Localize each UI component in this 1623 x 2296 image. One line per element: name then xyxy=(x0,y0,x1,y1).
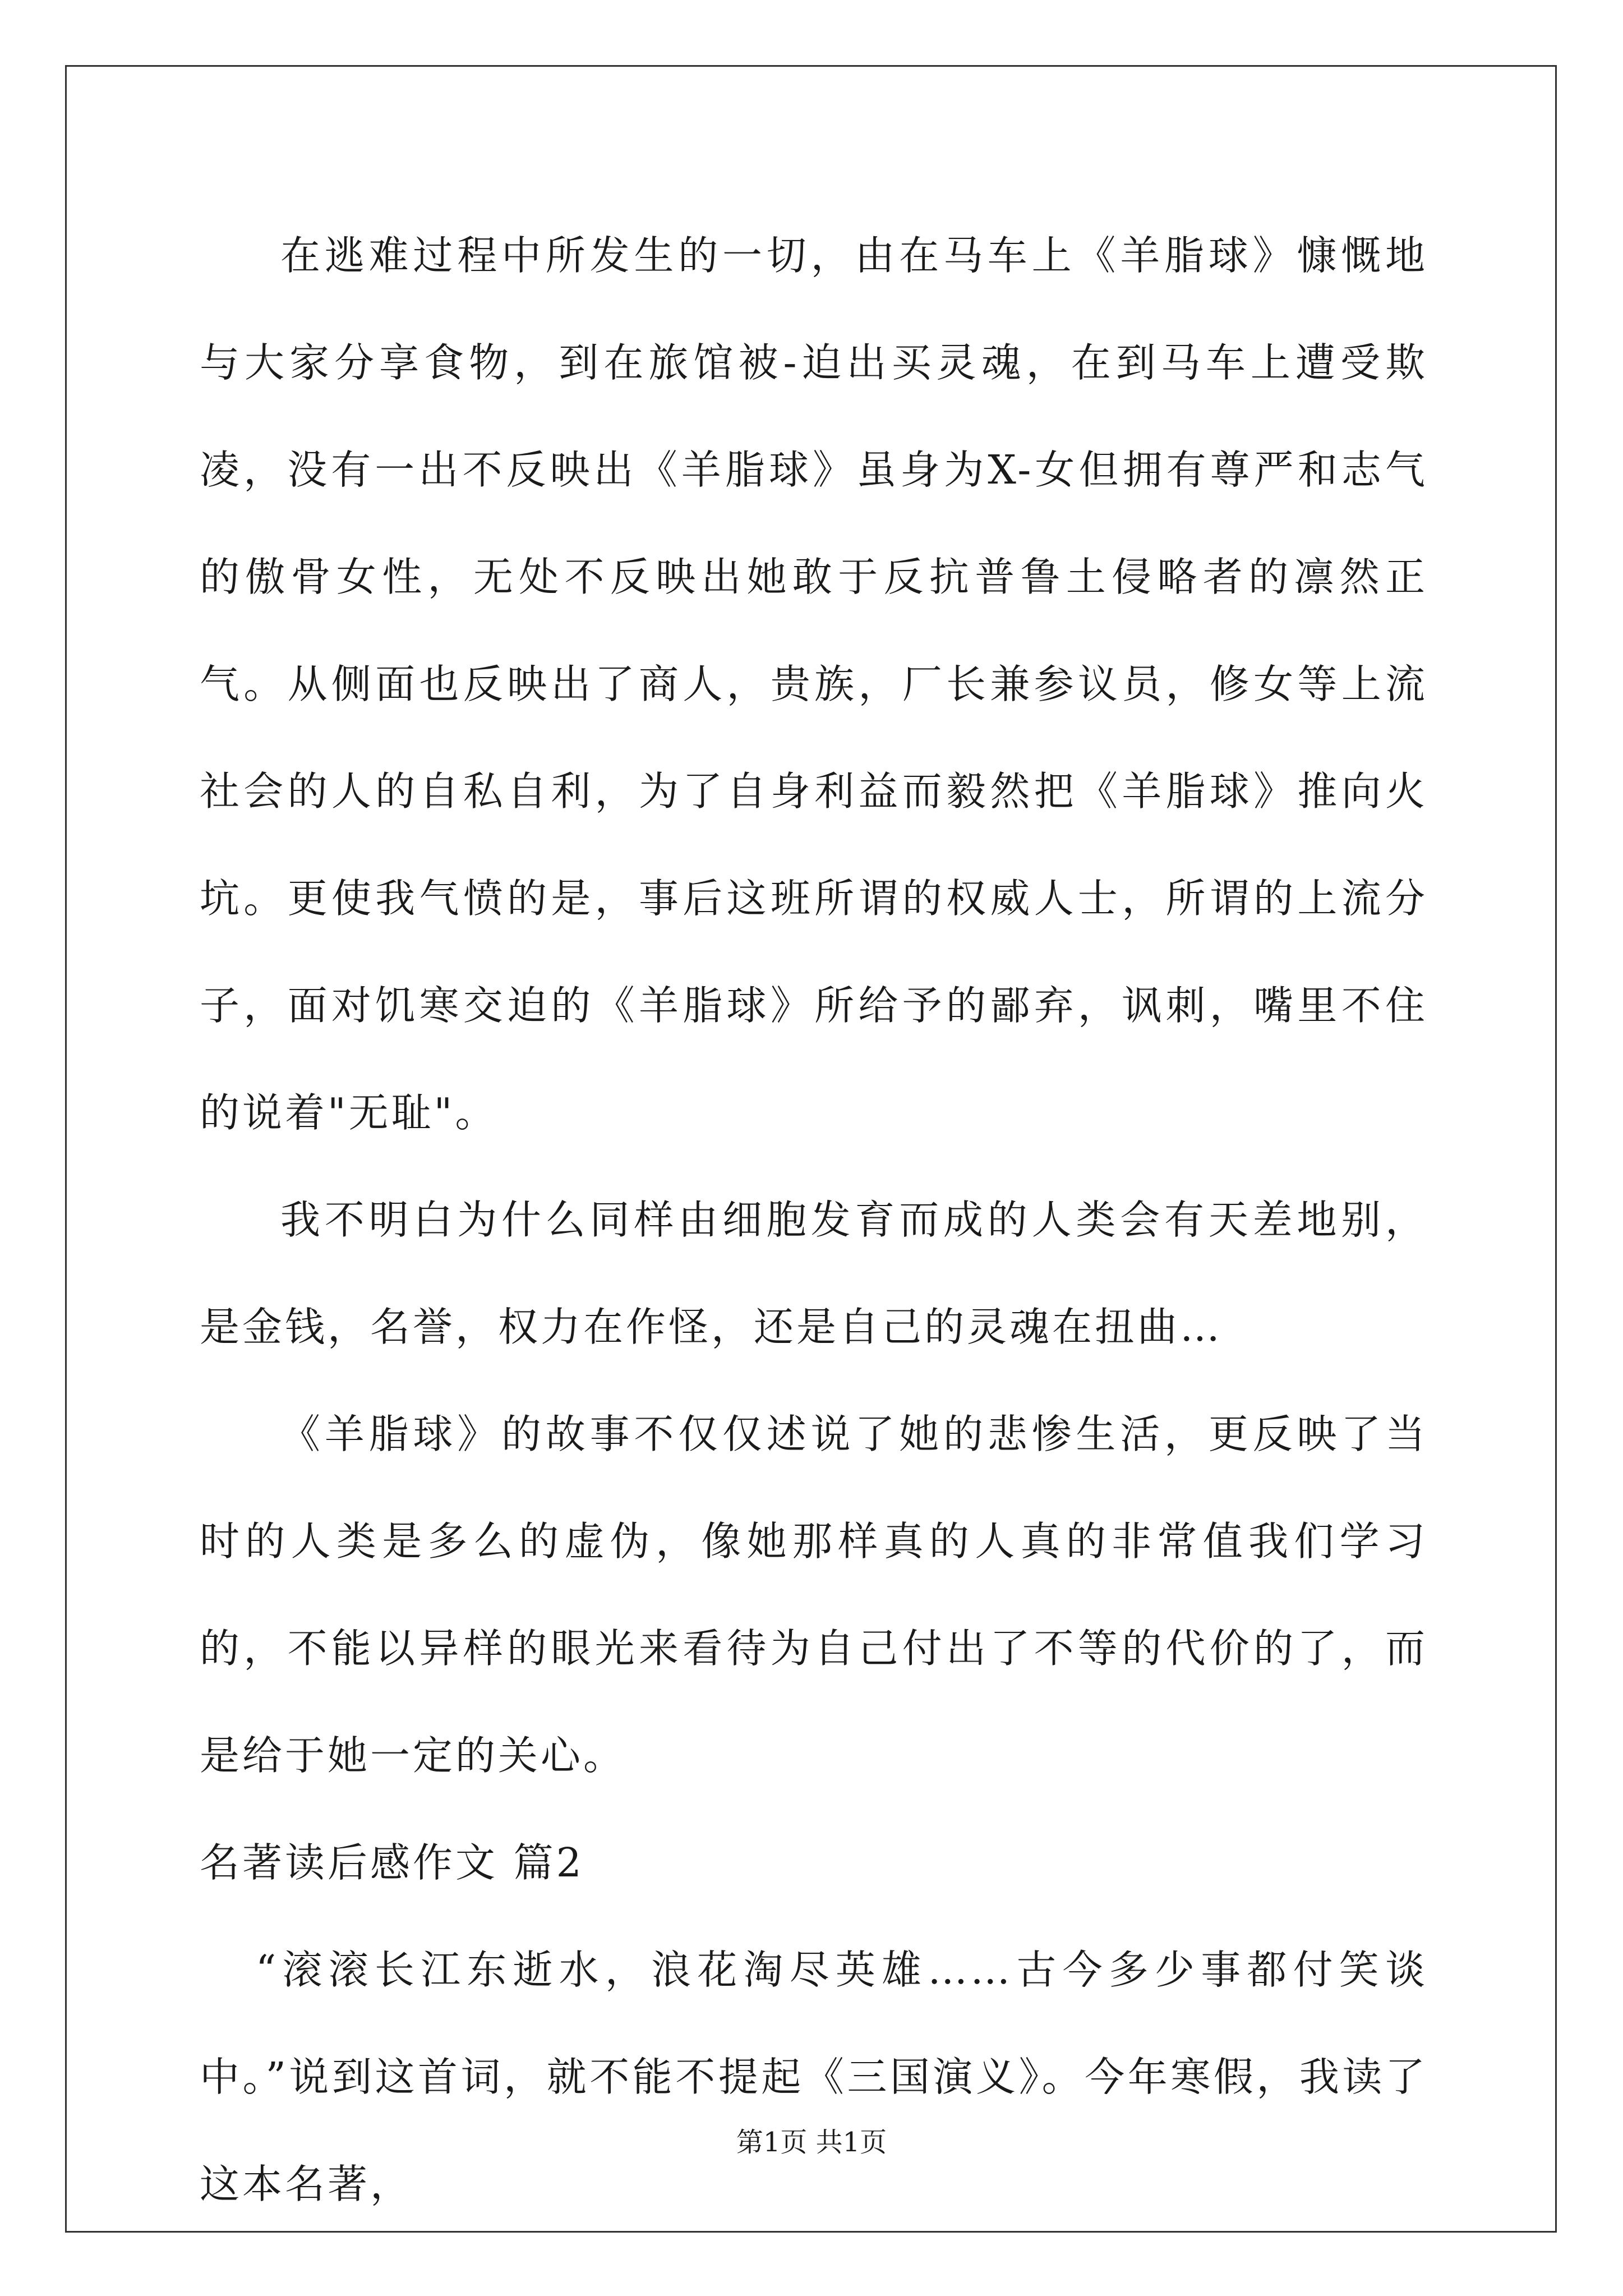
paragraph-story-reflection: 《羊脂球》的故事不仅仅述说了她的悲惨生活，更反映了当时的人类是多么的虚伪，像她那样真的人真的非常值我们学习的，不能以异样的眼光来看待为自己付出了不等的代价的了，而是给于她一定的关心。 xyxy=(200,1411,1428,1779)
paragraph-escape-journey: 在逃难过程中所发生的一切，由在马车上《羊脂球》慷慨地与大家分享食物，到在旅馆被-迫出买灵魂，在到马车上遭受欺凌，没有一出不反映出《羊脂球》虽身为X-女但拥有尊严和志气的傲骨女性，无处不反映出她敢于反抗普鲁土侵略者的凛然正气。从侧面也反映出了商人，贵族，厂长兼参议员，修女等上流社会的人的自私自利，为了自身利益而毅然把《羊脂球》推向火坑。更使我气愤的是，事后这班所谓的权威人士，所谓的上流分子，面对饥寒交迫的《羊脂球》所给予的鄙弃，讽刺，嘴里不住的说着"无耻"。 xyxy=(200,232,1428,1136)
page-footer: 第1页 共1页 xyxy=(736,2127,887,2158)
section-heading: 名著读后感作文 篇2 xyxy=(200,1839,584,1886)
document-body xyxy=(200,202,1428,2238)
paragraph-three-kingdoms-intro: “滚滚长江东逝水，浪花淘尽英雄……古今多少事都付笑谈中。”说到这首词，就不能不提起《三国演义》。今年寒假，我读了这本名著， xyxy=(200,1947,1428,2207)
paragraph-human-differences: 我不明白为什么同样由细胞发育而成的人类会有天差地别，是金钱，名誉，权力在作怪，还是自己的灵魂在扭曲… xyxy=(200,1197,1428,1350)
